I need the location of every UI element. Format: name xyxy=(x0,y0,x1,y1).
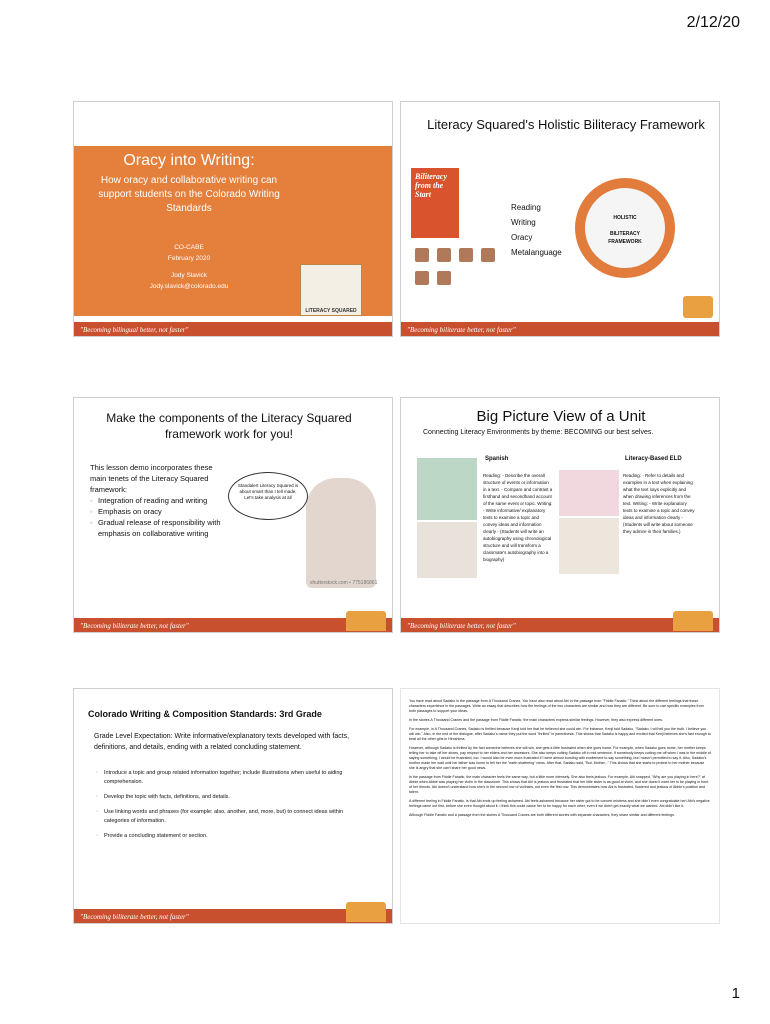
slide-body: This lesson demo incorporates these main tenets of the Literacy Squared framework: ◦ Integration of reading and writing ◦ Emphasis on oracy ◦ Gradual release of responsibility with emphasis on collaborative writing xyxy=(90,462,230,539)
literacy-squared-logo xyxy=(346,611,386,631)
footer-quote: "Becoming biliterate better, not faster" xyxy=(407,622,516,630)
footer-quote: "Becoming bilingual better, not faster" xyxy=(80,326,189,334)
list-item: ◦ Integration of reading and writing xyxy=(90,495,230,506)
slide-writing-standards xyxy=(73,688,393,924)
avatar xyxy=(415,271,429,285)
book-cover xyxy=(417,522,477,578)
slide-title: Colorado Writing & Composition Standards: 3rd Grade xyxy=(88,709,322,719)
print-date: 2/12/20 xyxy=(686,14,740,31)
circle-label: HOLISTIC BILITERACY FRAMEWORK xyxy=(608,215,642,245)
book-cover xyxy=(559,470,619,516)
slide-title: Oracy into Writing: xyxy=(123,152,255,169)
footer-quote: "Becoming biliterate better, not faster" xyxy=(407,326,516,334)
essay-paragraph: However, although Sadako is thrilled by the fact someone believes she will win, she gets a little frustrated when she goes home. For example, when Sadako goes home, her mother keeps telling her to take off her shoes, pay respect to her elders and her ancestors. She also keeps cutting Sadako off in mid sentence. If somebody keeps cutting me off when I was in the middle of saying something, I would be frustrated, too. I would also be even more frustrated if I were almost bursting with excitement to say something, but I wasn't permitted to say it. Also, Sadako's mother made her wait until her father was home to tell her the "earth shattering" news. After that, Sadako said, "But, Mother..." This shows that she starts to protest to her mother because she is angry that she can't share her good news. xyxy=(409,746,711,770)
grade-expectation: Grade Level Expectation: Write informative/explanatory texts developed with facts, definitions, and details, ending with a related concluding statement. xyxy=(94,733,350,751)
llama-image xyxy=(306,478,376,588)
list-item: ◦ Introduce a topic and group related information together; include illustrations when useful to aiding comprehension. xyxy=(96,769,352,787)
slide-title: Literacy Squared's Holistic Biliteracy Framework xyxy=(427,117,705,132)
literacy-squared-logo xyxy=(346,902,386,922)
book-cover: Biliteracy from the Start xyxy=(411,168,459,238)
column-head-eld: Literacy-Based ELD xyxy=(625,456,682,462)
spanish-objectives: Reading: - Describe the overall structure of events or information in a text. - Compare and contrast a firsthand and secondhand account of the same event or topic. Writing: - Write informative/ explanatory texts to examine a topic and convey ideas and information clearly - (Students will write an autobiography using chronological structure and will transform a classmate's autobiography into a biography) xyxy=(483,473,553,562)
list-item: ◦ Emphasis on oracy xyxy=(90,506,230,517)
footer-quote: "Becoming biliterate better, not faster" xyxy=(80,622,189,630)
slide-student-essay xyxy=(400,688,720,924)
avatar xyxy=(437,271,451,285)
footer-quote: "Becoming biliterate better, not faster" xyxy=(80,913,189,921)
list-item: ◦ Use linking words and phrases (for example: also, another, and, more, but) to connect ideas within categories of information. xyxy=(96,808,352,826)
slide-title: Big Picture View of a Unit xyxy=(476,408,646,425)
essay-paragraph: In the stories A Thousand Cranes and the passage from Fiddle Fanatic, the main characters express similar feelings. However, they also express different ones. xyxy=(409,718,663,722)
avatar xyxy=(437,248,451,262)
book-cover xyxy=(417,458,477,520)
author-photos xyxy=(411,246,501,292)
page-number: 1 xyxy=(731,985,740,1002)
book-cover xyxy=(559,518,619,574)
stock-credit: shutterstock.com • 775186861 xyxy=(310,580,378,586)
slide-holistic-framework xyxy=(400,101,720,337)
list-item: ◦ Gradual release of responsibility with emphasis on collaborative writing xyxy=(90,517,230,539)
standards-list xyxy=(96,769,352,847)
slide-big-picture xyxy=(400,397,720,633)
essay-paragraph: For example, in A Thousand Cranes, Sadako is thrilled because Kenji told her that he believed she could win. For instance, Kenji told Sadako, "Sadako, I will tell you the truth. I believe you will win." Also, in the end of the dialogue, after Sadako's name they put the word "thrilled" in parenthesis. This shows that Sadako is happy and excited that Kenji believes she's fast enough to beat all the other girls in Hiroshima. xyxy=(409,727,711,741)
slide-components xyxy=(73,397,393,633)
list-item: ◦ Provide a concluding statement or section. xyxy=(96,832,352,841)
framework-words: Reading Writing Oracy Metalanguage xyxy=(511,203,562,257)
avatar xyxy=(415,248,429,262)
slide-oracy-into-writing xyxy=(73,101,393,337)
essay-paragraph: In the passage from Fiddle Fanatic, the main character feels the same way, but a little more intensely. She also feels jealous. For example, Abi snapped, "Why are you playing in here?" at Abbie when Abbie was playing her violin in the classroom. This shows that Abi is jealous and frustrated that her little sister is as good at violin, and she doesn't want her to be playing in front of her friends. Abi doesn't understand how she's in the second row of violinists, not even the first row. This demonstrates how Abi is frustrated, flustered and jealous of Abbie's position and talent. xyxy=(409,775,709,794)
eld-objectives: Reading: - Refer to details and examples in a text when explaining what the text says explicitly and when drawing inferences from the text. Writing: - Write explanatory texts to examine a topic and convey ideas and information clearly - (Students will write about someone they admire in their families.) xyxy=(623,473,695,534)
literacy-squared-logo xyxy=(673,611,713,631)
essay-text xyxy=(401,695,719,818)
literacy-squared-logo xyxy=(683,296,713,318)
essay-paragraph: A different feeling in Fiddle Fanatic, is that Abi ends up feeling ashamed. Abi feels ashamed because her sister got to be concert mistress and she didn't even congratulate her! Abi's negative feelings came out first, before she even thought about it. I think this could cause her to be happy for each other, even if we didn't get exactly what we wanted. Abi didn't like it. xyxy=(409,799,710,808)
list-item: ◦ Develop the topic with facts, definitions, and details. xyxy=(96,793,352,802)
avatar xyxy=(481,248,495,262)
logo-text: LITERACY SQUARED xyxy=(305,308,357,314)
essay-paragraph: You have read about Sadako in the passage from A Thousand Cranes. You have also read about Abi in the passage from "Fiddle Fanatic." Think about the different feelings that these characters experience in the passages. Write an essay that describes how the feelings of the two characters are similar and how they are different. Be sure to use specific examples from both passages to support your ideas. xyxy=(409,699,704,713)
presenter-info: CO-CABE February 2020 Jody Slavick Jody.slavick@colorado.edu xyxy=(149,244,229,290)
avatar xyxy=(459,248,473,262)
slide-subtitle: Connecting Literacy Environments by theme: BECOMING our best selves. xyxy=(423,429,654,436)
speech-bubble: Standalert Literacy Squared is about smart than I tell made, Let's take analysis at all xyxy=(228,472,308,520)
column-head-spanish: Spanish xyxy=(485,456,509,462)
slide-title: Make the components of the Literacy Squared framework work for you! xyxy=(106,411,352,441)
slide-subtitle: How oracy and collaborative writing can support students on the Colorado Writing Standards xyxy=(98,175,280,214)
essay-paragraph: Although Fiddle Fanatic and a passage from the stories A Thousand Cranes are both different stories with separate characters, they share similar and different feelings. xyxy=(409,813,675,817)
